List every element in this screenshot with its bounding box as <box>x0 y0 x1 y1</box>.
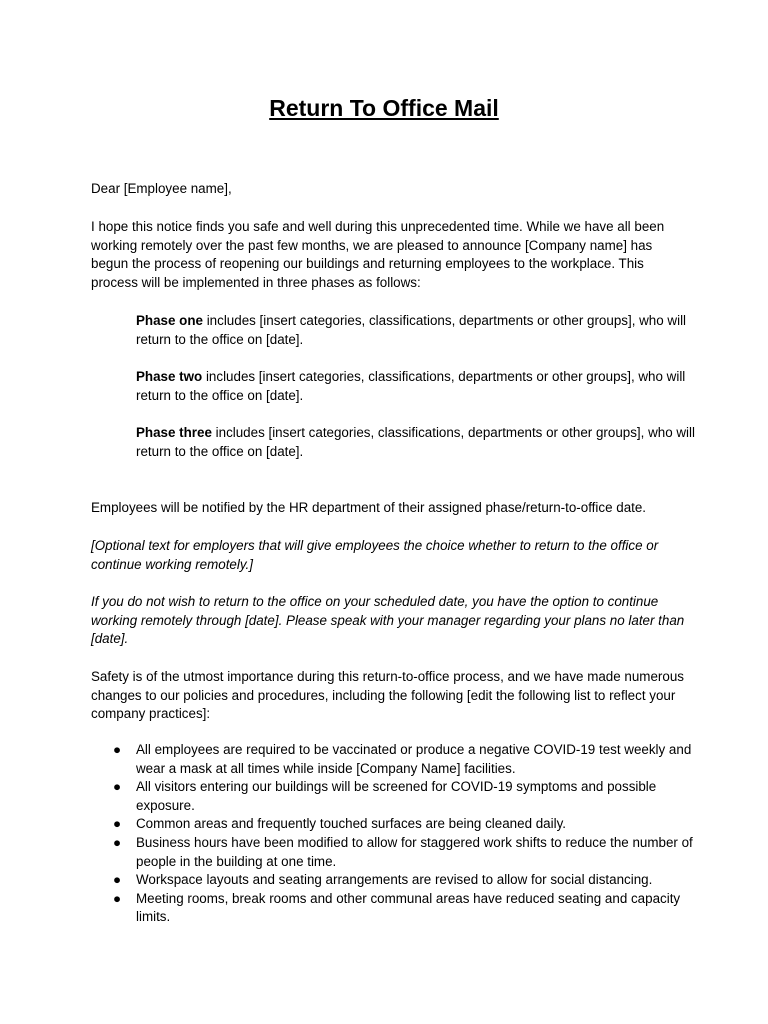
bullet-icon: ● <box>112 742 122 757</box>
notification-paragraph: Employees will be notified by the HR department of their assigned phase/return-to-office date. <box>91 500 647 515</box>
list-item <box>110 871 695 890</box>
safety-measures-list <box>110 741 695 927</box>
list-item-text: Business hours have been modified to allow for staggered work shifts to reduce the number of people in the building at one time. <box>136 834 693 869</box>
bullet-icon: ● <box>112 779 122 795</box>
phase-one-paragraph <box>136 312 696 349</box>
list-item-text: Common areas and frequently touched surfaces are being cleaned daily. <box>136 816 566 832</box>
list-item <box>110 778 695 815</box>
intro-paragraph: I hope this notice finds you safe and well during this unprecedented time. While we have all been working remotely over the past few months, we are pleased to announce [Company name] has begun the process of reopening our buildings and returning employees to the workplace. This process will be implemented in three phases as follows: <box>91 219 665 290</box>
bullet-icon: ● <box>112 816 122 832</box>
phase-one-text: includes [insert categories, classifications, departments or other groups], who will return to the office on [date]. <box>136 313 687 347</box>
phase-three-label: Phase three <box>136 425 212 440</box>
list-item <box>110 815 695 834</box>
list-item-text: Workspace layouts and seating arrangements are revised to allow for social distancing. <box>136 872 653 888</box>
phase-three-paragraph <box>136 424 696 461</box>
phase-one-label: Phase one <box>136 313 203 328</box>
safety-intro-paragraph: Safety is of the utmost importance during this return-to-office process, and we have made numerous changes to our policies and procedures, including the following [edit the following list to reflect your company practices]: <box>91 669 684 722</box>
bullet-icon: ● <box>112 872 122 888</box>
optional-text: If you do not wish to return to the office on your scheduled date, you have the option to continue working remotely through [date]. Please speak with your manager regarding your plans no later than [date]. <box>91 594 685 647</box>
list-item-text: Meeting rooms, break rooms and other communal areas have reduced seating and capacity limits. <box>136 890 681 925</box>
list-item-text: All employees are required to be vaccinated or produce a negative COVID-19 test weekly and wear a mask at all times while inside [Company Name] facilities. <box>136 742 692 776</box>
document-title: Return To Office Mail <box>269 95 499 121</box>
list-item <box>110 741 695 778</box>
phase-two-paragraph <box>136 368 696 405</box>
list-item <box>110 834 695 871</box>
phase-two-label: Phase two <box>136 369 203 384</box>
list-item <box>110 890 695 927</box>
greeting: Dear [Employee name], <box>91 181 232 196</box>
bullet-icon: ● <box>112 890 122 906</box>
bullet-icon: ● <box>112 834 122 850</box>
list-item-text: All visitors entering our buildings will be screened for COVID-19 symptoms and possible exposure. <box>136 779 657 813</box>
optional-note: [Optional text for employers that will give employees the choice whether to return to the office or continue working remotely.] <box>91 538 659 572</box>
phase-three-text: includes [insert categories, classifications, departments or other groups], who will return to the office on [date]. <box>136 425 695 459</box>
phase-two-text: includes [insert categories, classifications, departments or other groups], who will return to the office on [date]. <box>136 369 686 403</box>
